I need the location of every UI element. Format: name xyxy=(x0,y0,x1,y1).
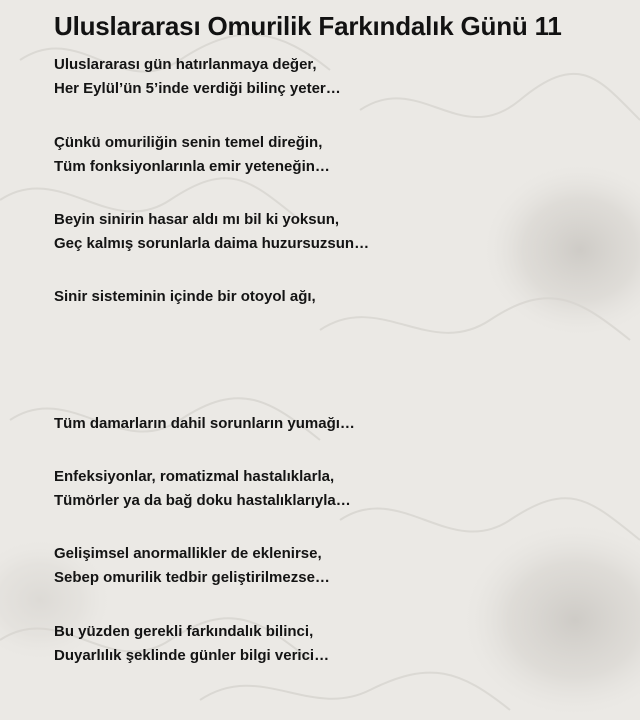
poem-line: Gelişimsel anormallikler de eklenirse, xyxy=(54,545,322,562)
poem-line: Tümörler ya da bağ doku hastalıklarıyla… xyxy=(54,492,351,509)
poem-line: Uluslararası gün hatırlanmaya değer, xyxy=(54,56,317,73)
poem-line: Duyarlılık şeklinde günler bilgi verici… xyxy=(54,647,330,664)
poem-title: Uluslararası Omurilik Farkındalık Günü 11 xyxy=(54,11,562,41)
poem-line: Sebep omurilik tedbir geliştirilmezse… xyxy=(54,569,330,586)
poem-line: Çünkü omuriliğin senin temel direğin, xyxy=(54,134,323,151)
poem-line: Tüm damarların dahil sorunların yumağı… xyxy=(54,415,355,432)
poem-line: Sinir sisteminin içinde bir otoyol ağı, xyxy=(54,288,316,305)
poem-line: Bu yüzden gerekli farkındalık bilinci, xyxy=(54,623,314,640)
poem-line: Geç kalmış sorunlarla daima huzursuzsun… xyxy=(54,235,370,252)
poem-line: Tüm fonksiyonlarınla emir yeteneğin… xyxy=(54,158,330,175)
poem-line: Beyin sinirin hasar aldı mı bil ki yoksun, xyxy=(54,211,340,228)
poem-line: Enfeksiyonlar, romatizmal hastalıklarla, xyxy=(54,468,335,485)
poem-line: Her Eylül’ün 5’inde verdiği bilinç yeter… xyxy=(54,80,341,97)
